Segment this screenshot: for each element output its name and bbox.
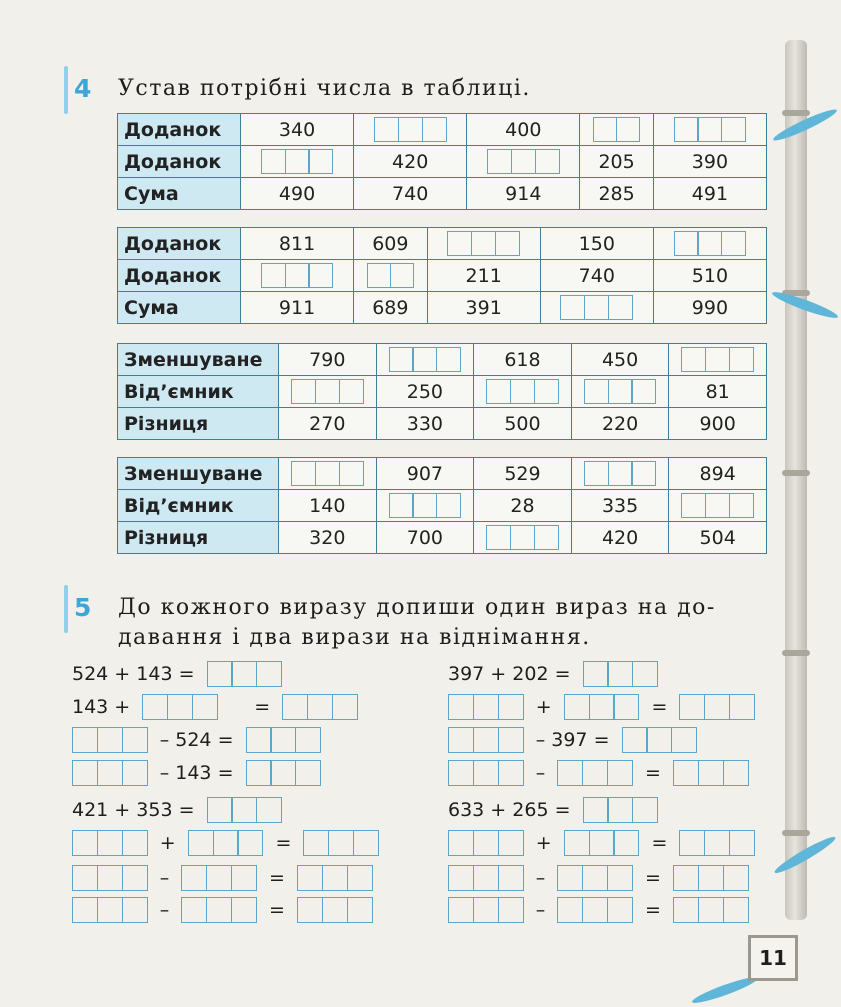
- answer-cell[interactable]: [354, 260, 427, 292]
- answer-boxes[interactable]: [673, 865, 749, 891]
- table-cell: 618: [474, 344, 572, 376]
- table-cell: 911: [241, 292, 354, 324]
- equals-sign: =: [651, 832, 668, 854]
- digit-boxes[interactable]: [389, 493, 462, 518]
- digit-boxes[interactable]: [584, 461, 657, 486]
- task-5-number: 5: [74, 593, 92, 622]
- answer-boxes[interactable]: [207, 661, 283, 687]
- answer-boxes[interactable]: [72, 727, 148, 753]
- expression-suffix: – 524 =: [159, 729, 234, 751]
- answer-boxes[interactable]: [448, 694, 524, 720]
- row-label: Від’ємник: [118, 376, 279, 408]
- table-row: [118, 376, 767, 408]
- answer-boxes[interactable]: [72, 897, 148, 923]
- table-cell: 320: [279, 522, 377, 554]
- minus-sign: –: [159, 867, 170, 889]
- table-cell: 500: [474, 408, 572, 440]
- row-label: Від’ємник: [118, 490, 279, 522]
- equals-sign: =: [645, 867, 661, 889]
- table-cell: 490: [241, 178, 354, 210]
- row-label: Зменшуване: [118, 458, 279, 490]
- digit-boxes[interactable]: [261, 263, 334, 288]
- answer-boxes[interactable]: [564, 830, 640, 856]
- task-marker: [64, 66, 68, 114]
- equals-sign: =: [651, 696, 668, 718]
- equals-sign: =: [275, 832, 292, 854]
- table-cell: 150: [540, 228, 653, 260]
- expression-prefix: 143 +: [72, 696, 131, 718]
- table-cell: 28: [474, 490, 572, 522]
- table-row: [118, 522, 767, 554]
- table-cell: 391: [427, 292, 540, 324]
- task-5-line-1: До кожного виразу допиши один вираз на до-: [118, 595, 716, 620]
- digit-boxes[interactable]: [584, 379, 657, 404]
- answer-boxes[interactable]: [448, 760, 524, 786]
- answer-cell[interactable]: [571, 376, 669, 408]
- table-row: [118, 408, 767, 440]
- table-cell: 285: [580, 178, 653, 210]
- answer-cell[interactable]: [571, 458, 669, 490]
- expression-row: [448, 830, 755, 856]
- answer-boxes[interactable]: [72, 760, 148, 786]
- equals-sign: =: [645, 899, 661, 921]
- table-cell: 270: [279, 408, 377, 440]
- answer-cell[interactable]: [474, 522, 572, 554]
- answer-cell[interactable]: [474, 376, 572, 408]
- table-cell: 491: [653, 178, 766, 210]
- minus-sign: –: [535, 867, 546, 889]
- row-label: Доданок: [118, 114, 241, 146]
- row-label: Зменшуване: [118, 344, 279, 376]
- answer-cell[interactable]: [241, 146, 354, 178]
- table-cell: 907: [376, 458, 474, 490]
- table-row: [118, 260, 767, 292]
- table-cell: 504: [669, 522, 767, 554]
- row-label: Різниця: [118, 522, 279, 554]
- answer-boxes[interactable]: [246, 727, 322, 753]
- digit-boxes[interactable]: [447, 231, 520, 256]
- minus-sign: –: [535, 899, 546, 921]
- answer-boxes[interactable]: [181, 865, 257, 891]
- table-row: [118, 146, 767, 178]
- table-cell: 740: [354, 178, 467, 210]
- answer-boxes[interactable]: [72, 865, 148, 891]
- given-expression: 524 + 143 =: [72, 663, 195, 685]
- answer-boxes[interactable]: [188, 830, 264, 856]
- table-cell: 250: [376, 376, 474, 408]
- task-4-number: 4: [74, 74, 92, 103]
- answer-cell[interactable]: [540, 292, 653, 324]
- expression-row: [72, 865, 373, 891]
- table-cell: 609: [354, 228, 427, 260]
- answer-boxes[interactable]: [142, 694, 218, 720]
- digit-boxes[interactable]: [487, 149, 560, 174]
- equals-sign: =: [269, 899, 285, 921]
- digit-boxes[interactable]: [486, 379, 559, 404]
- plus-sign: +: [535, 832, 552, 854]
- answer-boxes[interactable]: [564, 694, 640, 720]
- digit-boxes[interactable]: [681, 347, 754, 372]
- answer-cell[interactable]: [279, 376, 377, 408]
- table-cell: 340: [241, 114, 354, 146]
- table-cell: 790: [279, 344, 377, 376]
- table-row: [118, 292, 767, 324]
- answer-cell[interactable]: [279, 458, 377, 490]
- answer-boxes[interactable]: [448, 865, 524, 891]
- answer-cell[interactable]: [376, 490, 474, 522]
- table-cell: 990: [653, 292, 766, 324]
- table-cell: 330: [376, 408, 474, 440]
- answer-boxes[interactable]: [282, 694, 358, 720]
- minus-sign: –: [159, 899, 170, 921]
- table-addition-2: [117, 227, 767, 324]
- digit-boxes[interactable]: [560, 295, 633, 320]
- answer-cell[interactable]: [467, 146, 580, 178]
- answer-cell[interactable]: [354, 114, 467, 146]
- expression-row: – 397 =: [448, 727, 697, 753]
- table-row: [118, 458, 767, 490]
- table-cell: 335: [571, 490, 669, 522]
- expression-row: [448, 694, 755, 720]
- table-cell: 740: [540, 260, 653, 292]
- answer-boxes[interactable]: [557, 760, 633, 786]
- expression-row: [448, 760, 749, 786]
- answer-cell[interactable]: [669, 490, 767, 522]
- table-subtraction-2: [117, 457, 767, 554]
- digit-boxes[interactable]: [291, 461, 364, 486]
- answer-cell[interactable]: [376, 344, 474, 376]
- expression-row: [72, 897, 373, 923]
- task-marker: [64, 585, 68, 633]
- table-row: [118, 114, 767, 146]
- equals-sign: =: [593, 729, 610, 751]
- expression-suffix: – 143 =: [159, 762, 234, 784]
- expression-row: [448, 865, 749, 891]
- answer-cell[interactable]: [669, 344, 767, 376]
- expression-row: [72, 727, 321, 753]
- plus-sign: +: [159, 832, 176, 854]
- table-subtraction-1: [117, 343, 767, 440]
- table-cell: 700: [376, 522, 474, 554]
- minus-sign: –: [535, 729, 546, 751]
- expression-row: [448, 661, 658, 687]
- plus-sign: +: [535, 696, 552, 718]
- table-row: [118, 344, 767, 376]
- digit-boxes[interactable]: [593, 117, 640, 142]
- table-cell: 900: [669, 408, 767, 440]
- answer-boxes[interactable]: [246, 760, 322, 786]
- table-cell: 140: [279, 490, 377, 522]
- answer-boxes[interactable]: [207, 797, 283, 823]
- row-label: Доданок: [118, 146, 241, 178]
- answer-cell[interactable]: [653, 228, 766, 260]
- bamboo-decoration: [785, 40, 807, 920]
- row-label: Сума: [118, 292, 241, 324]
- answer-cell[interactable]: [653, 114, 766, 146]
- answer-cell[interactable]: [580, 114, 653, 146]
- row-label: Доданок: [118, 228, 241, 260]
- digit-boxes[interactable]: [681, 493, 754, 518]
- table-cell: 450: [571, 344, 669, 376]
- answer-boxes[interactable]: [557, 897, 633, 923]
- digit-boxes[interactable]: [367, 263, 414, 288]
- answer-boxes[interactable]: [181, 897, 257, 923]
- answer-boxes[interactable]: [303, 830, 379, 856]
- equals-sign: =: [269, 867, 285, 889]
- table-cell: 894: [669, 458, 767, 490]
- expression-row: [448, 897, 749, 923]
- equals-sign: =: [254, 696, 271, 718]
- answer-boxes[interactable]: [583, 661, 659, 687]
- answer-boxes[interactable]: [448, 830, 524, 856]
- task-4-instruction: Устав потрібні числа в таблиці.: [118, 76, 531, 101]
- expression-row: [72, 797, 282, 823]
- row-label: Різниця: [118, 408, 279, 440]
- answer-boxes[interactable]: [673, 897, 749, 923]
- table-cell: 811: [241, 228, 354, 260]
- answer-boxes[interactable]: [448, 727, 524, 753]
- expression-row: [448, 797, 658, 823]
- table-cell: 211: [427, 260, 540, 292]
- page-number: 11: [748, 935, 798, 981]
- answer-boxes[interactable]: [557, 865, 633, 891]
- digit-boxes[interactable]: [261, 149, 334, 174]
- answer-boxes[interactable]: [448, 897, 524, 923]
- digit-boxes[interactable]: [674, 117, 747, 142]
- answer-boxes[interactable]: [297, 865, 373, 891]
- equals-sign: =: [645, 762, 661, 784]
- answer-boxes[interactable]: [679, 830, 755, 856]
- row-label: Доданок: [118, 260, 241, 292]
- task-5-line-2: давання і два вирази на віднімання.: [118, 625, 591, 650]
- given-expression: 397 + 202 =: [448, 663, 571, 685]
- digit-boxes[interactable]: [374, 117, 447, 142]
- expression-row: [72, 694, 358, 720]
- answer-boxes[interactable]: [622, 727, 698, 753]
- table-cell: 510: [653, 260, 766, 292]
- answer-cell[interactable]: [241, 260, 354, 292]
- given-expression: 421 + 353 =: [72, 799, 195, 821]
- table-cell: 420: [354, 146, 467, 178]
- digit-boxes[interactable]: [389, 347, 462, 372]
- table-cell: 81: [669, 376, 767, 408]
- answer-boxes[interactable]: [72, 830, 148, 856]
- answer-cell[interactable]: [427, 228, 540, 260]
- minus-sign: –: [535, 762, 546, 784]
- table-cell: 400: [467, 114, 580, 146]
- table-cell: 529: [474, 458, 572, 490]
- table-cell: 689: [354, 292, 427, 324]
- table-cell: 914: [467, 178, 580, 210]
- table-cell: 420: [571, 522, 669, 554]
- expression-row: [72, 760, 321, 786]
- table-addition-1: [117, 113, 767, 210]
- given-expression: 633 + 265 =: [448, 799, 571, 821]
- expression-row: [72, 830, 379, 856]
- answer-boxes[interactable]: [679, 694, 755, 720]
- answer-boxes[interactable]: [297, 897, 373, 923]
- digit-boxes[interactable]: [674, 231, 747, 256]
- answer-boxes[interactable]: [583, 797, 659, 823]
- digit-boxes[interactable]: [486, 525, 559, 550]
- table-cell: 220: [571, 408, 669, 440]
- expression-row: [72, 661, 282, 687]
- table-row: [118, 490, 767, 522]
- digit-boxes[interactable]: [291, 379, 364, 404]
- answer-boxes[interactable]: [673, 760, 749, 786]
- row-label: Сума: [118, 178, 241, 210]
- table-cell: 205: [580, 146, 653, 178]
- table-row: [118, 178, 767, 210]
- table-row: [118, 228, 767, 260]
- table-cell: 390: [653, 146, 766, 178]
